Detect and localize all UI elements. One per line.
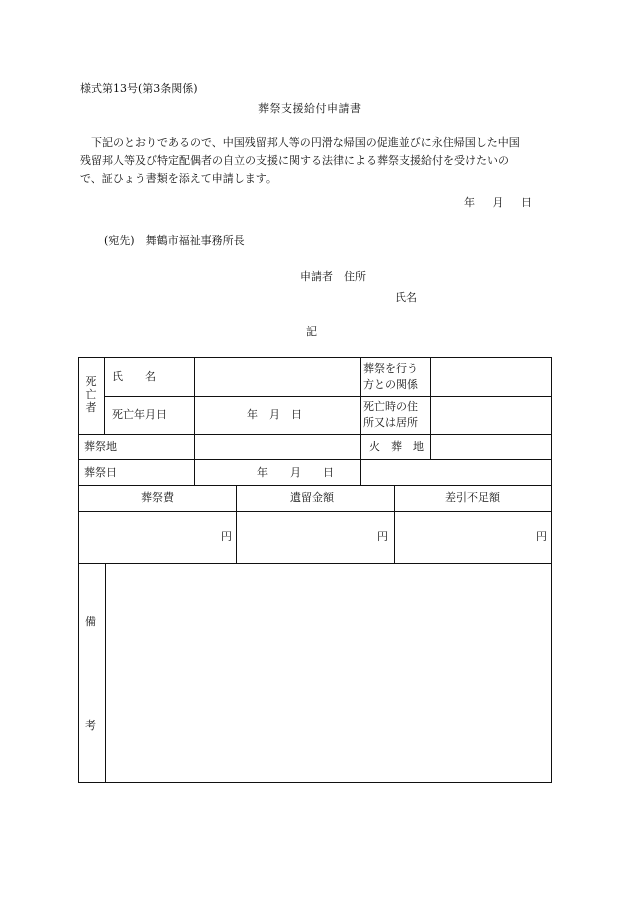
addressee: (宛先) 舞鶴市福祉事務所長 (104, 234, 245, 247)
remarks-label-bottom: 考 (85, 719, 96, 732)
estate-amount-field[interactable] (237, 512, 393, 563)
death-date-field[interactable]: 年 月 日 (247, 408, 302, 421)
shortfall-field[interactable] (395, 512, 551, 563)
cremation-place-field[interactable] (431, 435, 551, 459)
document-title: 葬祭支援給付申請書 (258, 102, 362, 115)
applicant-name-label: 氏名 (395, 291, 417, 304)
ki-heading: 記 (306, 325, 317, 338)
relation-field[interactable] (431, 358, 551, 396)
deceased-header: 死亡者 (85, 375, 97, 414)
yen-unit: 円 (536, 530, 547, 543)
funeral-date-label: 葬祭日 (84, 466, 117, 479)
yen-unit: 円 (221, 530, 232, 543)
form-number: 様式第13号(第3条関係) (80, 82, 198, 95)
funeral-cost-header: 葬祭費 (141, 491, 174, 504)
funeral-place-field[interactable] (195, 435, 359, 459)
cremation-place-label: 火 葬 地 (369, 440, 424, 453)
name-label: 氏 名 (112, 370, 156, 383)
applicant-address-label: 申請者 住所 (300, 270, 366, 283)
name-field[interactable] (195, 358, 359, 396)
intro-line: 残留邦人等及び特定配偶者の自立の支援に関する法律による葬祭支援給付を受けたいの (80, 154, 509, 167)
relation-label-line2: 方との関係 (363, 378, 418, 391)
residence-field[interactable] (431, 397, 551, 434)
relation-label-line1: 葬祭を行う (363, 362, 418, 375)
intro-paragraph (80, 134, 552, 188)
shortfall-header: 差引不足額 (445, 491, 500, 504)
yen-unit: 円 (377, 530, 388, 543)
funeral-date-field[interactable]: 年 月 日 (257, 466, 334, 479)
date-year-label: 年 (464, 196, 475, 209)
estate-amount-header: 遺留金額 (290, 491, 334, 504)
residence-label-line1: 死亡時の住 (363, 400, 418, 413)
application-date (464, 194, 532, 210)
remarks-label-top: 備 (85, 615, 96, 628)
death-date-label: 死亡年月日 (112, 408, 167, 421)
application-table (78, 357, 552, 783)
remarks-field[interactable] (106, 564, 551, 782)
funeral-place-label: 葬祭地 (84, 440, 117, 453)
intro-line: 下記のとおりであるので、中国残留邦人等の円滑な帰国の促進並びに永住帰国した中国 (80, 136, 520, 149)
funeral-cost-field[interactable] (79, 512, 235, 563)
residence-label-line2: 所又は居所 (363, 416, 418, 429)
date-month-label: 月 (492, 196, 504, 209)
date-day-label: 日 (521, 196, 532, 209)
intro-line: で、証ひょう書類を添えて申請します。 (80, 172, 277, 185)
